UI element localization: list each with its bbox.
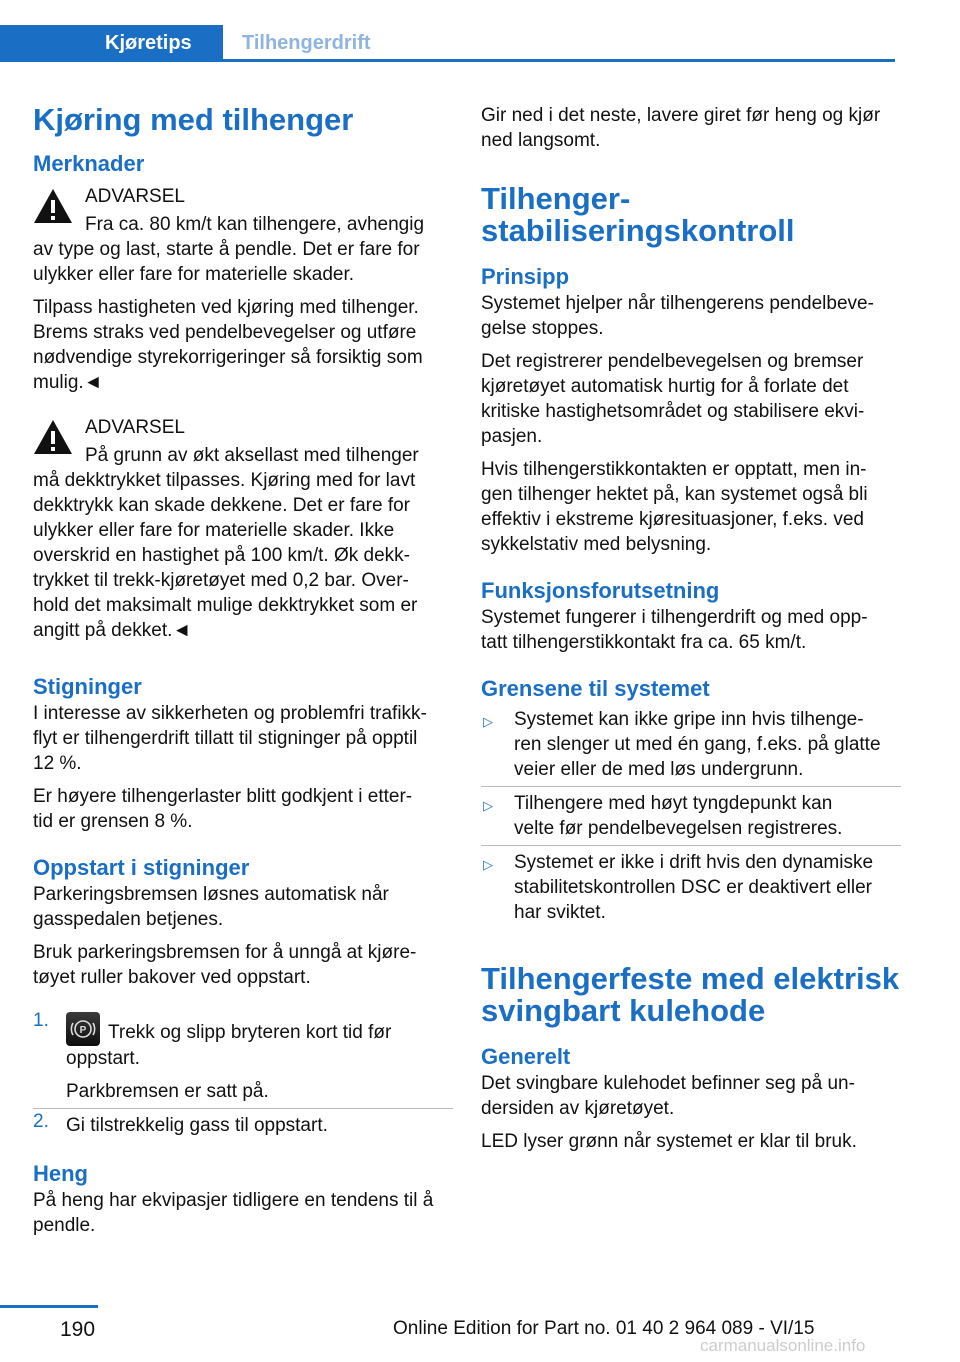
body-text: pasjen.: [481, 426, 543, 447]
principle-heading: Prinsipp: [481, 264, 570, 289]
steps-list: [33, 1008, 453, 1142]
section-title: svingbart kulehode: [481, 993, 766, 1028]
list-item: ▷ Systemet kan ikke gripe inn hvis tilhenge- ren slenger ut med én gang, f.eks. på glatte veier eller de med løs undergrunn.: [483, 709, 881, 780]
body-text: ned langsomt.: [481, 130, 601, 151]
watermark: carmanualsonline.info: [700, 1336, 866, 1355]
limits-heading: Grensene til systemet: [481, 676, 710, 701]
warning-text: dekktrykk kan skade dekkene. Det er fare for: [33, 495, 411, 516]
section-title: Kjøring med tilhenger: [33, 102, 354, 137]
step-result: Parkbremsen er satt på.: [66, 1081, 269, 1102]
warning-text: ulykker eller fare for materielle skader.: [33, 264, 355, 285]
body-text: gelse stoppes.: [481, 318, 604, 339]
body-text: Parkeringsbremsen løsnes automatisk når: [33, 884, 389, 905]
body-text: Det registrerer pendelbevegelsen og bremser: [481, 351, 864, 372]
warning-text: nødvendige styrekorrigeringer så forsiktig som: [33, 347, 423, 368]
page-number: 190: [60, 1318, 96, 1341]
warning-text: mulig.◄: [33, 372, 103, 393]
list-item: ▷ Systemet er ikke i drift hvis den dynamiske stabilitetskontrollen DSC er deaktivert eller har sviktet.: [481, 845, 901, 929]
body-text: kjøretøyet automatisk hurtig for å forlate det: [481, 376, 849, 397]
inclines-heading: Stigninger: [33, 674, 142, 699]
body-text: Gir ned i det neste, lavere giret før heng og kjør: [481, 105, 881, 126]
warning-text: Fra ca. 80 km/t kan tilhengere, avhengig: [85, 214, 425, 235]
body-text: kritiske hastighetsområdet og stabilisere ekvi-: [481, 401, 865, 422]
body-text: tid er grensen 8 %.: [33, 811, 193, 832]
body-text: Det svingbare kulehodet befinner seg på un-: [481, 1073, 855, 1094]
step-text: Trekk og slipp bryteren kort tid før: [108, 1022, 392, 1043]
warning-triangle-icon: [33, 188, 73, 224]
function-heading: Funksjonsforutsetning: [481, 578, 720, 603]
body-text: dersiden av kjøretøyet.: [481, 1098, 675, 1119]
list-item: [33, 1108, 453, 1142]
tab-trailer-operation[interactable]: Tilhengerdrift: [223, 25, 895, 62]
body-text: sykkelstativ med belysning.: [481, 534, 712, 555]
body-text: gasspedalen betjenes.: [33, 909, 224, 930]
body-text: flyt er tilhengerdrift tillatt til stigninger på opptil: [33, 728, 418, 749]
warning-text: trykket til trekk-kjøretøyet med 0,2 bar. Over-: [33, 570, 409, 591]
warning-text: angitt på dekket.◄: [33, 620, 192, 641]
warning-block: [33, 415, 453, 643]
list-item: [33, 1008, 453, 1108]
warning-block: [33, 184, 453, 395]
body-text: tøyet ruller bakover ved oppstart.: [33, 967, 311, 988]
warning-text: av type og last, starte å pendle. Det er fare for: [33, 239, 420, 260]
body-text: På heng har ekvipasjer tidligere en tendens til å: [33, 1190, 434, 1211]
step-text: Gi tilstrekkelig gass til oppstart.: [66, 1115, 328, 1136]
body-text: effektiv i ekstreme kjøresituasjoner, f.eks. ved: [481, 509, 864, 530]
warning-text: ulykker eller fare for materielle skader. Ikke: [33, 520, 395, 541]
body-text: Systemet hjelper når tilhengerens pendelbeve-: [481, 293, 874, 314]
footer-rule: [0, 1305, 98, 1308]
warning-text: overskrid en hastighet på 100 km/t. Øk dekk-: [33, 545, 411, 566]
general-heading: Generelt: [481, 1044, 571, 1069]
body-text: Hvis tilhengerstikkontakten er opptatt, men in-: [481, 459, 867, 480]
section-title: stabiliseringskontroll: [481, 213, 795, 248]
section-title: Tilhenger-: [481, 181, 631, 216]
edition-note: Online Edition for Part no. 01 40 2 964 089 - VI/15: [393, 1318, 815, 1339]
slope-heading: Heng: [33, 1161, 88, 1186]
warning-text: hold det maksimalt mulige dekktrykket som er: [33, 595, 418, 616]
body-text: Er høyere tilhengerlaster blitt godkjent i etter-: [33, 786, 413, 807]
step-number: 1.: [33, 1010, 49, 1031]
triangle-bullet-icon: ▷: [483, 798, 493, 813]
warning-text: Tilpass hastigheten ved kjøring med tilhenger.: [33, 297, 419, 318]
right-column: [481, 103, 901, 1154]
limits-list: [481, 703, 901, 929]
notes-heading: Merknader: [33, 151, 145, 176]
list-item: ▷ Tilhengere med høyt tyngdepunkt kan velte før pendelbevegelsen registreres.: [481, 786, 901, 845]
section-title: Tilhengerfeste med elektrisk: [481, 961, 900, 996]
parking-brake-button-icon: [66, 1012, 100, 1046]
body-text: gen tilhenger hektet på, kan systemet også bli: [481, 484, 868, 505]
warning-title: ADVARSEL: [85, 186, 185, 207]
body-text: pendle.: [33, 1215, 96, 1236]
body-text: I interesse av sikkerheten og problemfri trafikk-: [33, 703, 427, 724]
body-text: Systemet fungerer i tilhengerdrift og med opp-: [481, 607, 868, 628]
triangle-bullet-icon: ▷: [483, 714, 493, 729]
triangle-bullet-icon: ▷: [483, 857, 493, 872]
warning-text: På grunn av økt aksellast med tilhenger: [85, 445, 419, 466]
step-text: oppstart.: [66, 1048, 140, 1069]
left-column: [33, 92, 453, 1238]
tab-driving-tips[interactable]: Kjøretips: [0, 25, 223, 62]
step-number: 2.: [33, 1111, 49, 1132]
warning-title: ADVARSEL: [85, 417, 185, 438]
warning-text: må dekktrykket tilpasses. Kjøring med for lavt: [33, 470, 416, 491]
warning-text: Brems straks ved pendelbevegelser og utføre: [33, 322, 417, 343]
body-text: Bruk parkeringsbremsen for å unngå at kjøre-: [33, 942, 417, 963]
body-text: LED lyser grønn når systemet er klar til bruk.: [481, 1131, 857, 1152]
startup-heading: Oppstart i stigninger: [33, 855, 250, 880]
chapter-tab-bar: [0, 25, 895, 62]
svg-text:P: P: [79, 1025, 87, 1036]
warning-triangle-icon: [33, 419, 73, 455]
body-text: tatt tilhengerstikkontakt fra ca. 65 km/t.: [481, 632, 807, 653]
body-text: 12 %.: [33, 753, 82, 774]
